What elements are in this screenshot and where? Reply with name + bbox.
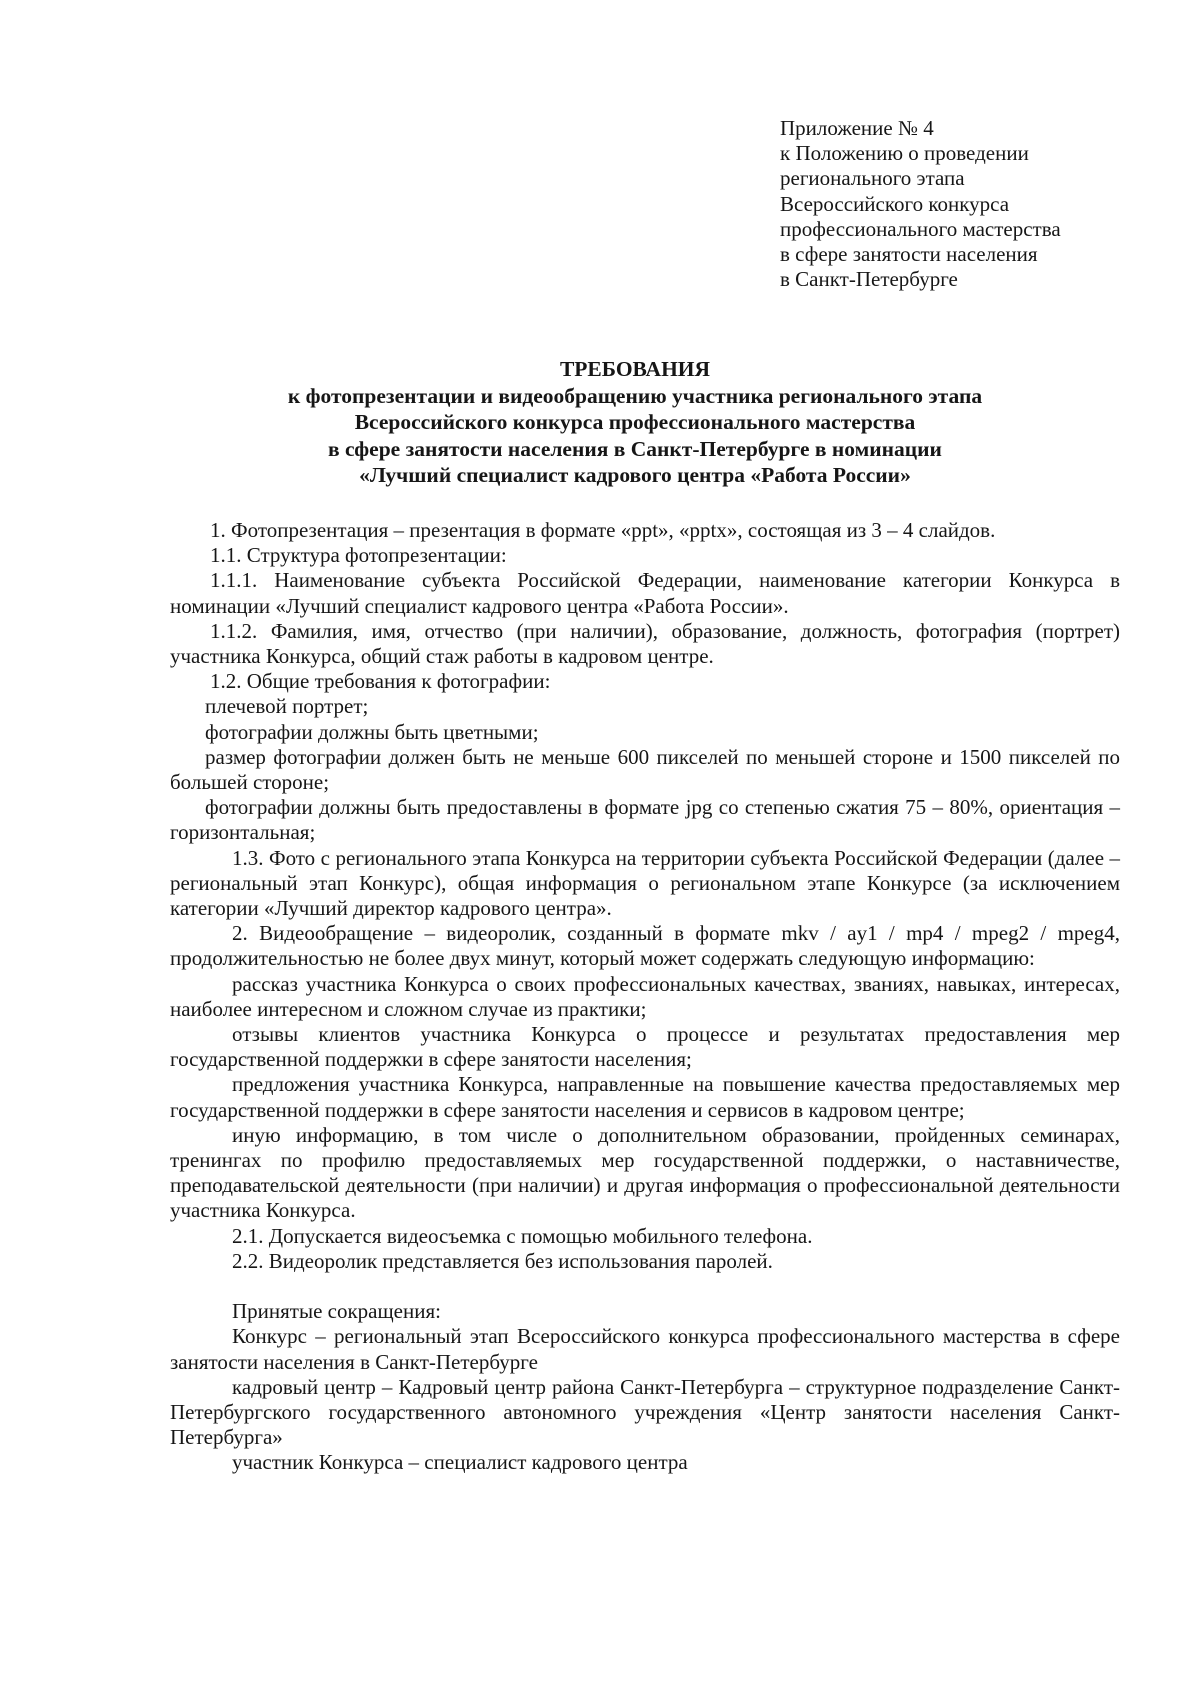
section-spacer — [170, 1274, 1120, 1299]
abbreviation-item: кадровый центр – Кадровый центр района Санкт-Петербурга – структурное подразделение Санкт-Петербургского государственного автономного учреждения «Центр занятости населения Санкт-Петербурга» — [170, 1374, 1120, 1450]
appendix-line: регионального этапа — [780, 166, 965, 191]
title-line: к фотопрезентации и видеообращению участника регионального этапа — [287, 383, 983, 408]
appendix-line: профессионального мастерства — [780, 216, 1061, 241]
photo-requirement-item: размер фотографии должен быть не меньше 600 пикселей по меньшей стороне и 1500 пикселей по большей стороне; — [170, 744, 1120, 795]
appendix-line: в сфере занятости населения — [780, 242, 1038, 267]
paragraph-1: 1. Фотопрезентация – презентация в формате «ppt», «pptx», состоящая из 3 – 4 слайдов. — [210, 518, 996, 542]
paragraph-1-1-1: 1.1.1. Наименование субъекта Российской Федерации, наименование категории Конкурса в номинации «Лучший специалист кадрового центра «Работа России». — [170, 568, 1120, 618]
paragraph-1-1-2: 1.1.2. Фамилия, имя, отчество (при наличии), образование, должность, фотография (портрет) участника Конкурса, общий стаж работы в кадровом центре. — [170, 618, 1120, 669]
paragraph-1-3: 1.3. Фото с регионального этапа Конкурса на территории субъекта Российской Федерации (далее – региональный этап Конкурс), общая информация о региональном этапе Конкурсе (за исключением категории «Лучший директор кадрового центра». — [170, 845, 1120, 921]
paragraph-1-1: 1.1. Структура фотопрезентации: — [210, 543, 507, 568]
paragraph-2-1: 2.1. Допускается видеосъемка с помощью мобильного телефона. — [232, 1223, 813, 1248]
appendix-line: в Санкт-Петербурге — [780, 267, 958, 292]
appendix-line: Приложение № 4 — [780, 116, 934, 140]
appendix-line: Всероссийского конкурса — [780, 191, 1010, 216]
appendix-reference — [780, 116, 1160, 292]
title-line: в сфере занятости населения в Санкт-Петербурге в номинации — [328, 436, 942, 461]
title-heading: ТРЕБОВАНИЯ — [559, 357, 711, 381]
photo-requirement-item: плечевой портрет; — [205, 694, 369, 719]
video-content-item: рассказ участника Конкурса о своих профессиональных качествах, званиях, навыках, интересах, наиболее интересном и сложном случае из практики; — [170, 971, 1120, 1021]
video-content-item: иную информацию, в том числе о дополнительном образовании, пройденных семинарах, тренингах по профилю предоставляемых мер государственной поддержки, о наставничестве, преподавательской деятельности (при наличии) и другая информация о профессиональной деятельности участника Конкурса. — [170, 1122, 1120, 1223]
video-content-item: отзывы клиентов участника Конкурса о процессе и результатах предоставления мер государственной поддержки в сфере занятости населения; — [170, 1022, 1120, 1072]
photo-requirement-item: фотографии должны быть цветными; — [205, 719, 539, 744]
appendix-line: к Положению о проведении — [780, 141, 1029, 166]
video-content-item: предложения участника Конкурса, направленные на повышение качества предоставляемых мер государственной поддержки в сфере занятости населения и сервисов в кадровом центре; — [170, 1072, 1120, 1122]
abbreviations-heading: Принятые сокращения: — [232, 1299, 441, 1324]
abbreviation-item: Конкурс – региональный этап Всероссийского конкурса профессионального мастерства в сфере занятости населения в Санкт-Петербурге — [170, 1324, 1120, 1374]
title-line: Всероссийского конкурса профессионального мастерства — [354, 410, 916, 434]
paragraph-2: 2. Видеообращение – видеоролик, созданный в формате mkv / ay1 / mp4 / mpeg2 / mpeg4, продолжительностью не более двух минут, который может содержать следующую информацию: — [170, 921, 1120, 971]
paragraph-2-2: 2.2. Видеоролик представляется без использования паролей. — [232, 1248, 773, 1273]
document-title — [170, 356, 1100, 489]
title-line: «Лучший специалист кадрового центра «Работа России» — [359, 463, 911, 487]
paragraph-1-2: 1.2. Общие требования к фотографии: — [210, 669, 551, 694]
document-body — [170, 518, 1120, 1476]
photo-requirement-item: фотографии должны быть предоставлены в формате jpg со степенью сжатия 75 – 80%, ориентация – горизонтальная; — [170, 795, 1120, 845]
abbreviation-item: участник Конкурса – специалист кадрового центра — [232, 1450, 688, 1475]
